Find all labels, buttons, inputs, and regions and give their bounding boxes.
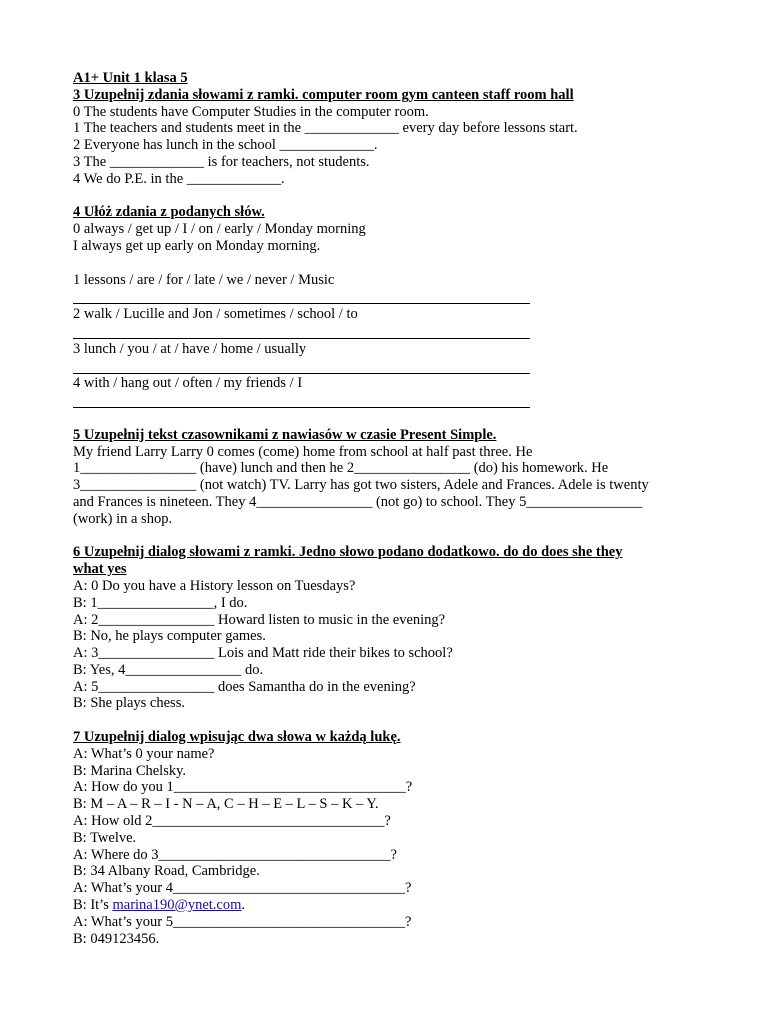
exercise-6-title: 6 Uzupełnij dialog słowami z ramki. Jedno słowo podano dodatkowo. do do does she they	[73, 544, 623, 561]
dialog-line: A: 0 Do you have a History lesson on Tuesdays?	[73, 577, 356, 594]
exercise-4-prompt: 4 with / hang out / often / my friends / I	[73, 375, 303, 392]
dialog-line: A: What’s your 4________________________________?	[73, 880, 412, 897]
worksheet	[73, 70, 713, 947]
exercise-3-line: 3 The _____________ is for teachers, not students.	[73, 153, 370, 170]
dialog-line: A: 2________________ Howard listen to music in the evening?	[73, 611, 446, 628]
email-link[interactable]: marina190@ynet.com	[112, 897, 242, 914]
exercise-3-title: 3 Uzupełnij zdania słowami z ramki. computer room gym canteen staff room hall	[73, 86, 574, 103]
exercise-5-text-line: 1________________ (have) lunch and then he 2________________ (do) his homework. He	[73, 460, 609, 477]
exercise-7-title: 7 Uzupełnij dialog wpisując dwa słowa w każdą lukę.	[73, 729, 401, 746]
exercise-5-text-line: My friend Larry Larry 0 comes (come) home from school at half past three. He	[73, 443, 533, 460]
dialog-line: A: 5________________ does Samantha do in the evening?	[73, 678, 416, 695]
answer-line[interactable]	[73, 323, 530, 339]
dialog-line: A: What’s 0 your name?	[73, 745, 215, 762]
dialog-line: B: Yes, 4________________ do.	[73, 661, 264, 678]
exercise-5-title: 5 Uzupełnij tekst czasownikami z nawiasów w czasie Present Simple.	[73, 426, 497, 443]
exercise-4-example-prompt: 0 always / get up / I / on / early / Monday morning	[73, 221, 366, 238]
exercise-4-prompt: 2 walk / Lucille and Jon / sometimes / school / to	[73, 306, 358, 323]
dialog-line: B: No, he plays computer games.	[73, 628, 266, 645]
dialog-line: B: Marina Chelsky.	[73, 762, 187, 779]
exercise-5-text-line: and Frances is nineteen. They 4________________ (not go) to school. They 5________________	[73, 493, 643, 510]
page-title: A1+ Unit 1 klasa 5	[73, 70, 188, 86]
exercise-4-prompt: 1 lessons / are / for / late / we / never / Music	[73, 271, 335, 288]
answer-line[interactable]	[73, 358, 530, 374]
dialog-line: B: 1________________, I do.	[73, 594, 248, 611]
dialog-line: B: Twelve.	[73, 829, 137, 846]
exercise-4-title: 4 Ułóż zdania z podanych słów.	[73, 204, 265, 221]
exercise-3-line: 2 Everyone has lunch in the school _____________.	[73, 137, 378, 154]
answer-line[interactable]	[73, 288, 530, 304]
exercise-5-text-line: (work) in a shop.	[73, 510, 173, 527]
dialog-line: B: She plays chess.	[73, 695, 185, 712]
answer-line[interactable]	[73, 392, 530, 408]
exercise-4-prompt: 3 lunch / you / at / have / home / usually	[73, 340, 307, 357]
dialog-line: B: 34 Albany Road, Cambridge.	[73, 863, 260, 880]
dialog-line: B: 049123456.	[73, 930, 160, 947]
exercise-4-example-answer: I always get up early on Monday morning.	[73, 237, 321, 254]
email-prefix: B: It’s	[73, 897, 113, 914]
dialog-line: A: What’s your 5________________________________?	[73, 913, 412, 930]
dialog-line: A: 3________________ Lois and Matt ride their bikes to school?	[73, 645, 453, 662]
exercise-6-title-cont: what yes	[73, 561, 127, 578]
exercise-3-line: 1 The teachers and students meet in the _____________ every day before lessons start.	[73, 120, 578, 137]
dialog-line: A: Where do 3________________________________?	[73, 846, 397, 863]
dialog-line: A: How do you 1________________________________?	[73, 779, 413, 796]
exercise-3-line: 4 We do P.E. in the _____________.	[73, 170, 285, 187]
email-suffix: .	[241, 897, 246, 914]
exercise-5-text-line: 3________________ (not watch) TV. Larry has got two sisters, Adele and Frances. Adele is twenty	[73, 477, 649, 494]
exercise-3-line: 0 The students have Computer Studies in the computer room.	[73, 103, 429, 120]
dialog-line-email	[73, 897, 713, 914]
dialog-line: A: How old 2________________________________?	[73, 813, 391, 830]
dialog-line: B: M – A – R – I - N – A, C – H – E – L – S – K – Y.	[73, 796, 379, 813]
